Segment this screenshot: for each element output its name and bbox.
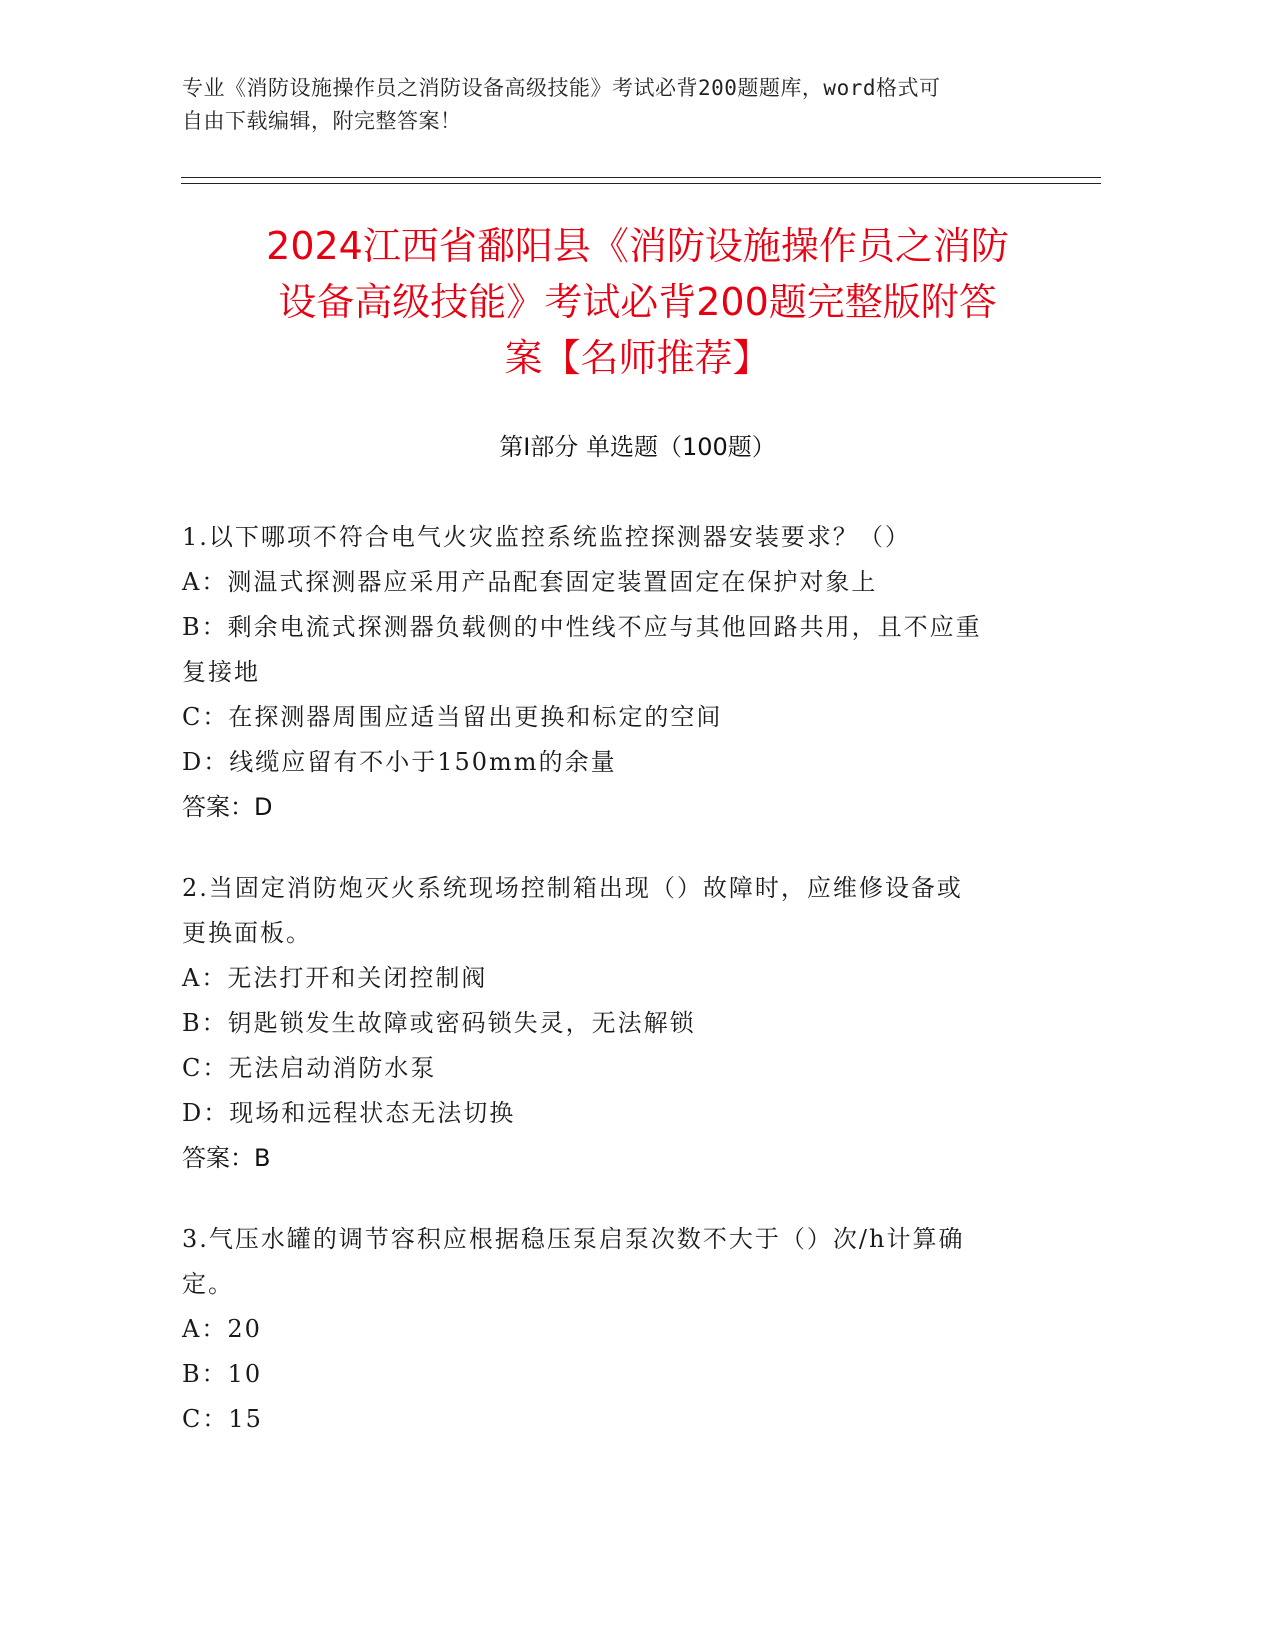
question-stem: 3.气压水罐的调节容积应根据稳压泵启泵次数不大于（）次/h计算确 [182,1225,965,1253]
option-c: C：无法启动消防水泵 [182,1054,437,1082]
title-line: 设备高级技能》考试必背200题完整版附答 [278,280,997,324]
option-c: C：15 [182,1405,263,1433]
header-divider [181,177,1101,178]
question-list [182,515,1062,1478]
question-stem: 2.当固定消防炮灭火系统现场控制箱出现（）故障时，应维修设备或 [182,874,963,902]
question-item [182,1217,1062,1442]
section-title: 第Ⅰ部分 单选题（100题） [499,433,776,461]
question-stem: 1.以下哪项不符合电气火灾监控系统监控探测器安装要求？（） [182,523,911,551]
option-a: A：测温式探测器应采用产品配套固定装置固定在保护对象上 [182,568,878,596]
question-stem-continued: 定。 [182,1270,234,1298]
question-item [182,515,1062,830]
header-divider [181,183,1101,184]
option-d: D：现场和远程状态无法切换 [182,1099,516,1127]
answer-label: 答案：D [182,793,273,821]
option-b: B：剩余电流式探测器负载侧的中性线不应与其他回路共用，且不应重 [182,613,982,641]
option-b-continued: 复接地 [182,658,260,686]
question-stem-continued: 更换面板。 [182,919,312,947]
question-item [182,866,1062,1181]
option-b: B：10 [182,1360,263,1388]
header-note [182,72,1062,138]
option-b: B：钥匙锁发生故障或密码锁失灵，无法解锁 [182,1009,696,1037]
title-line: 案【名师推荐】 [504,336,771,380]
answer-label: 答案：B [182,1144,271,1172]
option-c: C：在探测器周围应适当留出更换和标定的空间 [182,703,723,731]
option-a: A：无法打开和关闭控制阀 [182,964,488,992]
document-title [150,218,1125,386]
title-line: 2024江西省鄱阳县《消防设施操作员之消防 [266,224,1009,268]
header-note-line: 自由下载编辑，附完整答案！ [182,109,462,133]
header-note-line: 专业《消防设施操作员之消防设备高级技能》考试必背200题题库，word格式可 [182,76,941,100]
option-d: D：线缆应留有不小于150mm的余量 [182,748,617,776]
option-a: A：20 [182,1315,262,1343]
